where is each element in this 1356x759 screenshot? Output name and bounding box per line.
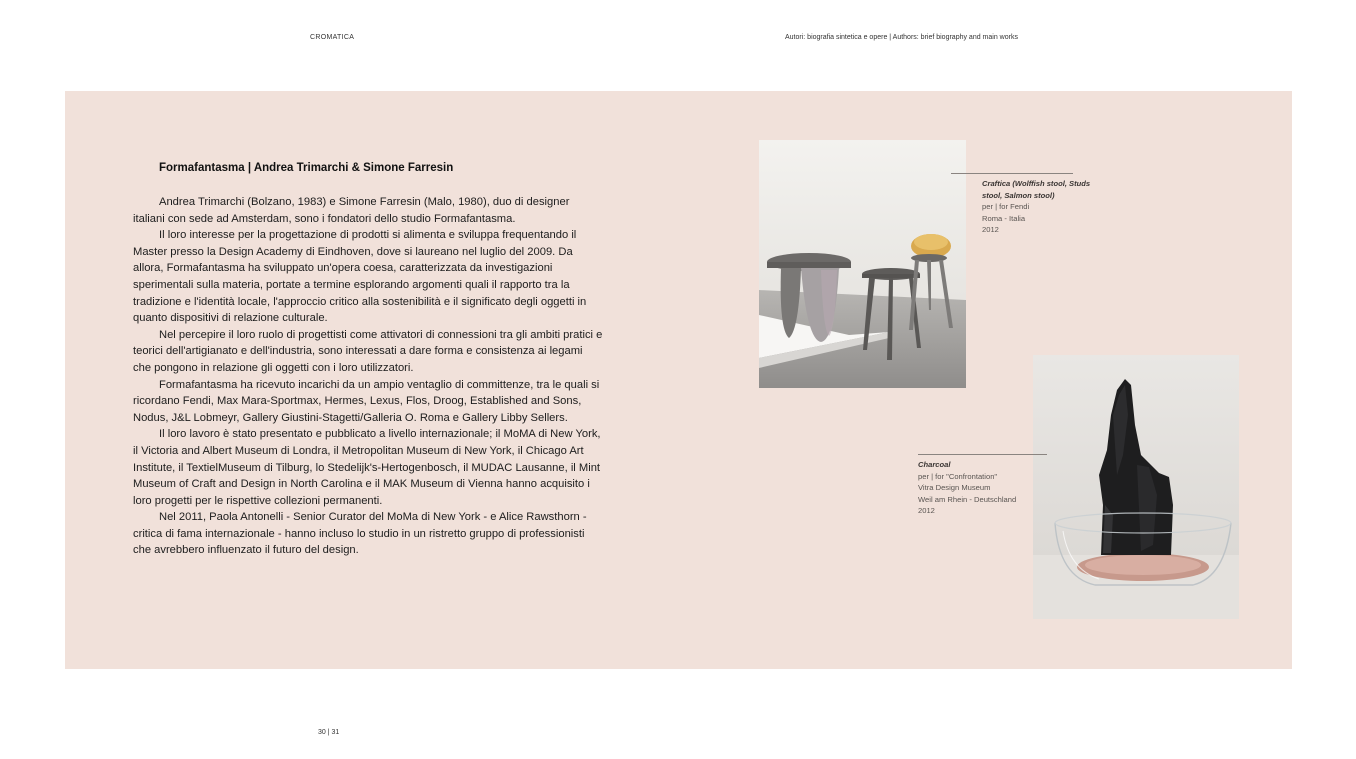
bio-paragraph: Il loro interesse per la progettazione di prodotti si alimenta e sviluppa frequentando il Master presso la Design Academy di Eindhoven, dove si laureano nel luglio del 2009. Da allora, Formafantasma ha sviluppato un'opera coesa, caratterizzata da investigazioni sperimentali sulla materia, portate a termine esplorando argomenti quali il rapporto tra la tradizione e l'identità locale, l'approccio critico alla sostenibilità e il significato degli oggetti in quanto dispositivi di relazione culturale.: [133, 229, 587, 325]
page-numbers: 30 | 31: [318, 729, 340, 736]
article-title: Formafantasma | Andrea Trimarchi & Simone Farresin: [159, 162, 454, 174]
caption-leader-line: [918, 454, 1047, 455]
work-location: Roma - Italia: [982, 213, 1026, 223]
bio-paragraph: Il loro lavoro è stato presentato e pubblicato a livello internazionale; il MoMA di New York, il Victoria and Albert Museum di Londra, il Metropolitan Museum di New York, il Chicago Art Institute, il TextielMuseum di Tilburg, lo Stedelijk's-Hertogenbosch, il MUDAC Lausanne, il Mint Museum of Craft and Design in North Carolina e il MAK Museum di Vienna hanno acquisito i loro progetti per le rispettive collezioni permanenti.: [133, 428, 601, 507]
running-header-section: Autori: biografia sintetica e opere | Authors: brief biography and main works: [785, 34, 1018, 41]
work-title: Charcoal: [918, 460, 951, 469]
caption-leader-line: [951, 173, 1073, 174]
bio-paragraph: Andrea Trimarchi (Bolzano, 1983) e Simone Farresin (Malo, 1980), duo di designer italiani con sede ad Amsterdam, sono i fondatori dello studio Formafantasma.: [133, 196, 570, 225]
charcoal-caption: [918, 459, 1038, 517]
bio-paragraph: Nel 2011, Paola Antonelli - Senior Curator del MoMa di New York - e Alice Rawsthorn - critica di fama internazionale - hanno incluso lo studio in un ristretto gruppo di professionisti che avrebbero influenzato il futuro del design.: [133, 511, 587, 557]
work-client: per | for Fendi: [982, 202, 1030, 211]
running-header-title: CROMATICA: [310, 34, 355, 41]
craftica-stools-photo: [759, 140, 966, 388]
biography-text: [133, 194, 603, 559]
work-client: per | for "Confrontation": [918, 471, 998, 481]
work-museum: Vitra Design Museum: [918, 483, 991, 492]
work-year: 2012: [918, 506, 935, 515]
work-location: Weil am Rhein - Deutschland: [918, 494, 1017, 504]
work-year: 2012: [982, 225, 999, 234]
work-title: Craftica (Wolffish stool, Studs stool, Salmon stool): [982, 179, 1091, 200]
bio-paragraph: Formafantasma ha ricevuto incarichi da un ampio ventaglio di committenze, tra le quali si ricordano Fendi, Max Mara-Sportmax, Hermes, Lexus, Flos, Droog, Established and Sons, Nodus, J&L Lobmeyr, Gallery Giustini-Stagetti/Galleria O. Roma e Gallery Libby Sellers.: [133, 378, 600, 424]
craftica-caption: [982, 178, 1102, 236]
bio-paragraph: Nel percepire il loro ruolo di progettisti come attivatori di connessioni tra gli ambiti pratici e teorici dell'artigianato e dell'industria, sono interessati a dare forma e consistenza ai legami che pongono in relazione gli oggetti con i loro utilizzatori.: [133, 328, 603, 374]
charcoal-sculpture-photo: [1033, 355, 1239, 619]
